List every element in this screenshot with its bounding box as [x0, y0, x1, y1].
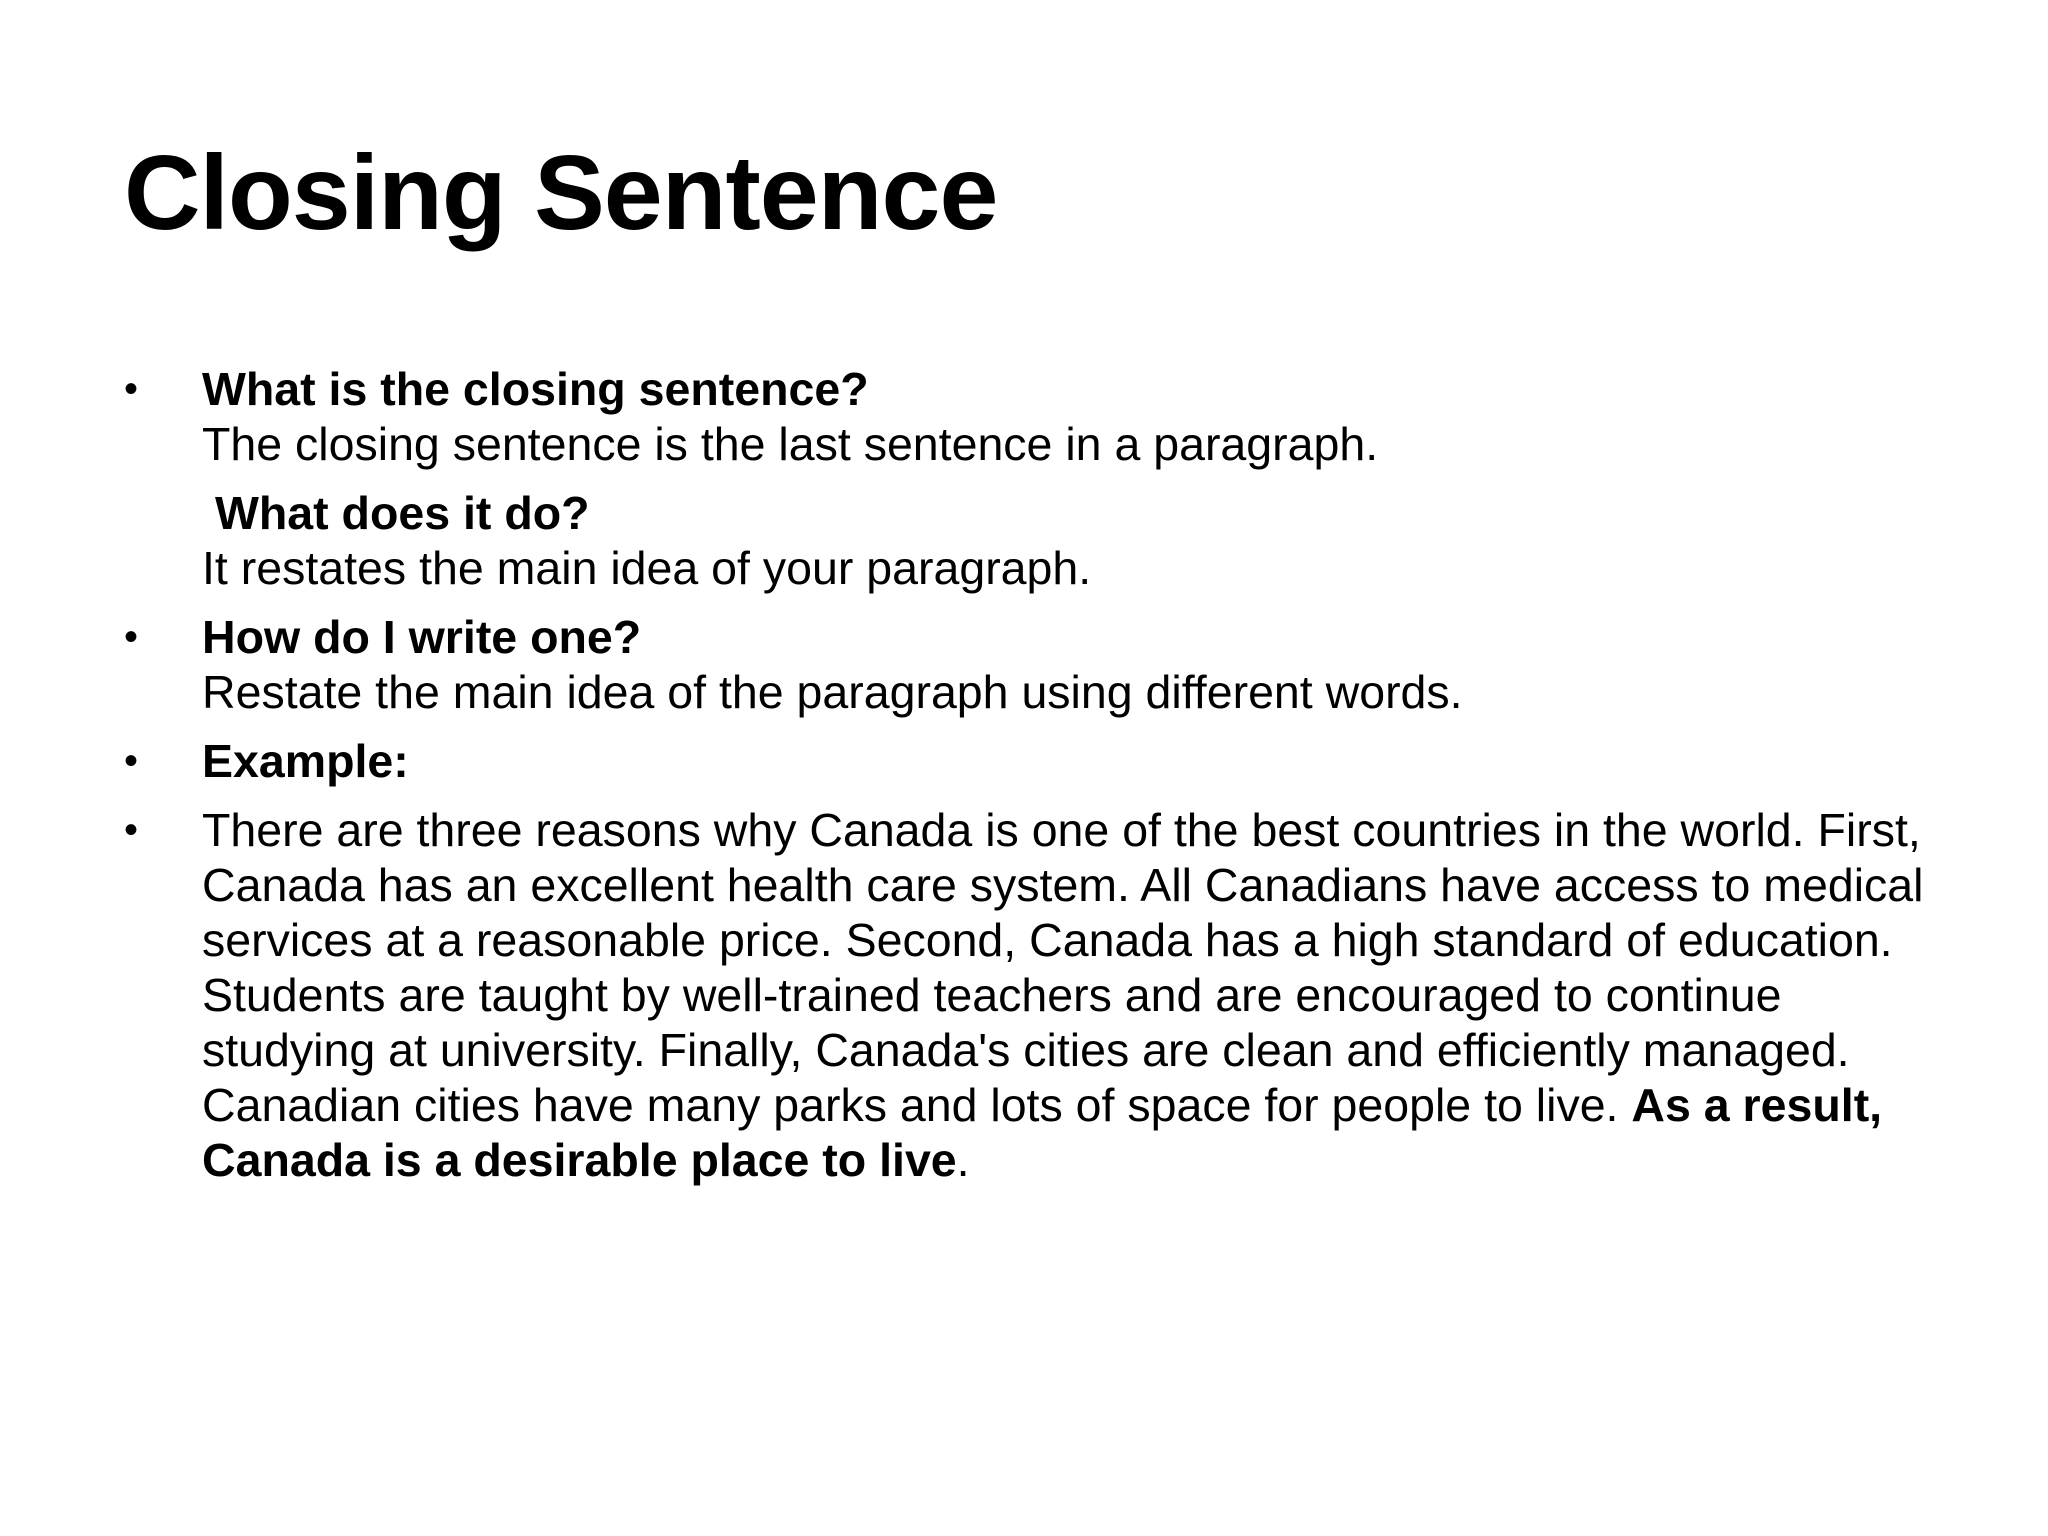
answer-what-does: It restates the main idea of your paragraph. — [202, 542, 1092, 594]
question-how-write: How do I write one? — [202, 611, 642, 663]
bullet-icon: • — [124, 615, 139, 659]
slide-title: Closing Sentence — [124, 134, 998, 252]
bullet-icon: • — [124, 739, 139, 783]
question-what-does: What does it do? — [215, 487, 590, 539]
answer-what-is: The closing sentence is the last sentence in a paragraph. — [202, 418, 1379, 470]
list-item — [124, 734, 1964, 789]
list-item — [124, 610, 1964, 720]
question-what-is: What is the closing sentence? — [202, 363, 869, 415]
bullet-icon: • — [124, 808, 139, 852]
list-item — [124, 362, 1964, 472]
example-paragraph — [202, 803, 1964, 1188]
example-text: There are three reasons why Canada is one of the best countries in the world. First, Canada has an excellent health care system. All Canadians have access to medical services at a reasonable price. Second, Canada has a high standard of education. Students are taught by well-trained teachers and are encouraged to continue studying at university. Finally, Canada's cities are clean and efficiently managed. Canadian cities have many parks and lots of space for people to live. — [202, 804, 1924, 1131]
answer-how-write: Restate the main idea of the paragraph using different words. — [202, 666, 1463, 718]
list-item — [124, 803, 1964, 1188]
closing-sentence: As a result, Canada is a desirable place to live — [202, 1079, 1883, 1186]
closing-period: . — [956, 1134, 970, 1186]
example-heading: Example: — [202, 735, 409, 787]
bullet-icon: • — [124, 367, 139, 411]
list-item — [124, 486, 1964, 596]
bullet-list — [124, 362, 1964, 1188]
